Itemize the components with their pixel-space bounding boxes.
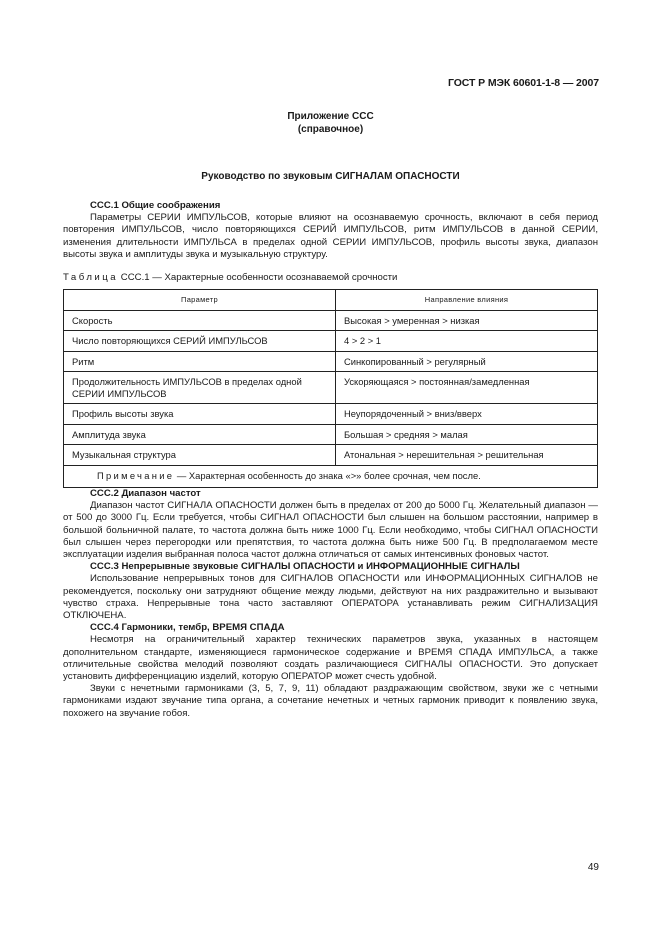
table-cell-direction: Ускоряющаяся > постоянная/замедленная [336,372,598,404]
section-4-text-2: Звуки с нечетными гармониками (3, 5, 7, 9, 11) обладают раздражающим свойством, звуки же с четными гармониками издают звучание типа органа, а сочетание нечетных и четных гармоник приводит к появлению звука, похожего на звучание гобоя. [63,683,598,719]
table-row [64,424,598,445]
annex-status: (справочное) [297,124,364,135]
table-cell-param: Профиль высоты звука [64,404,336,425]
table-note [64,465,598,488]
table-note-row [64,465,598,488]
table-cell-param: Число повторяющихся СЕРИЙ ИМПУЛЬСОВ [64,331,336,352]
table-cell-param: Музыкальная структура [64,445,336,466]
section-4-title: ССС.4 Гармоники, тембр, ВРЕМЯ СПАДА [90,622,285,634]
table-cell-param: Скорость [64,310,336,331]
sections-2-4 [63,488,598,720]
table-cell-direction: Неупорядоченный > вниз/вверх [336,404,598,425]
annex-heading [0,110,661,136]
section-3-title: ССС.3 Непрерывные звуковые СИГНАЛЫ ОПАСНОСТИ и ИНФОРМАЦИОННЫЕ СИГНАЛЫ [90,561,520,573]
table-cell-param: Амплитуда звука [64,424,336,445]
table-cell-direction: Синкопированный > регулярный [336,351,598,372]
table-row [64,331,598,352]
table-header-row [64,290,598,311]
table-cell-direction: Большая > средняя > малая [336,424,598,445]
table-cell-param: Продолжительность ИМПУЛЬСОВ в пределах одной СЕРИИ ИМПУЛЬСОВ [64,372,336,404]
table-caption-text: ССС.1 — Характерные особенности осознаваемой срочности [120,272,398,283]
table-cell-direction: Атональная > нерешительная > решительная [336,445,598,466]
section-2-text: Диапазон частот СИГНАЛА ОПАСНОСТИ должен быть в пределах от 200 до 5000 Гц. Желательный диапазон — от 500 до 3000 Гц. Если требуется, чтобы СИГНАЛ ОПАСНОСТИ был слышен на большом расстоянии, например в большой больничной палате, то частота должна быть ниже 1000 Гц. Если необходимо, чтобы СИГНАЛ ОПАСНОСТИ был слышен через перегородки или препятствия, то частота должна быть ниже 500 Гц. В предполагаемом месте эксплуатации изделия выбранная полоса частот должна отличаться от самых интенсивных фоновых частот. [63,500,598,561]
standard-designation: ГОСТ Р МЭК 60601-1-8 — 2007 [448,77,599,89]
table-cell-direction: Высокая > умеренная > низкая [336,310,598,331]
table-header-parameter: Параметр [64,290,336,311]
section-1 [63,200,598,261]
table-row [64,310,598,331]
section-4-text-1: Несмотря на ограничительный характер технических параметров звука, указанных в настоящем дополнительном стандарте, изменяющиеся гармоническое содержание и ВРЕМЯ СПАДА ИМПУЛЬСА, а также отличительные свойства мелодий позволяют создать различающиеся СИГНАЛЫ ОПАСНОСТИ. Это допускает установить дифференциацию изделий, которую ОПЕРАТОР может счесть удобной. [63,634,598,683]
table-row [64,445,598,466]
table-header-direction: Направление влияния [336,290,598,311]
section-1-title: ССС.1 Общие соображения [90,200,221,211]
section-3-text: Использование непрерывных тонов для СИГНАЛОВ ОПАСНОСТИ или ИНФОРМАЦИОННЫХ СИГНАЛОВ не рекомендуется, поскольку они затрудняют общение между людьми, действуют на них раздражительно и вызывают чувство страха. Непрерывные тона часто заставляют ОПЕРАТОРА устанавливать режим СИГНАЛИЗАЦИЯ ОТКЛЮЧЕНА. [63,573,598,622]
table-row [64,351,598,372]
table-note-label: Примечание [97,469,175,481]
table-caption [63,272,397,283]
table-cell-param: Ритм [64,351,336,372]
table-row [64,404,598,425]
page-title: Руководство по звуковым СИГНАЛАМ ОПАСНОСТИ [201,171,460,182]
table-note-text: — Характерная особенность до знака «>» более срочная, чем после. [176,469,481,481]
section-1-text: Параметры СЕРИИ ИМПУЛЬСОВ, которые влияют на осознаваемую срочность, включают в себя период повторения ИМПУЛЬСОВ, число повторяющихся СЕРИЙ ИМПУЛЬСОВ, ритм ИМПУЛЬСОВ в данной СЕРИИ, изменения длительности ИМПУЛЬСА в пределах одной СЕРИИ ИМПУЛЬСОВ, профиль высоты звука, диапазон высоты звука и амплитуды звука и музыкальную структуру. [63,212,598,260]
table-caption-label: Таблица [63,272,119,283]
section-2-title: ССС.2 Диапазон частот [90,488,201,499]
table-row [64,372,598,404]
table-cell-direction: 4 > 2 > 1 [336,331,598,352]
page-number: 49 [587,862,599,873]
annex-title: Приложение ССС [287,111,374,122]
urgency-table [63,289,598,488]
